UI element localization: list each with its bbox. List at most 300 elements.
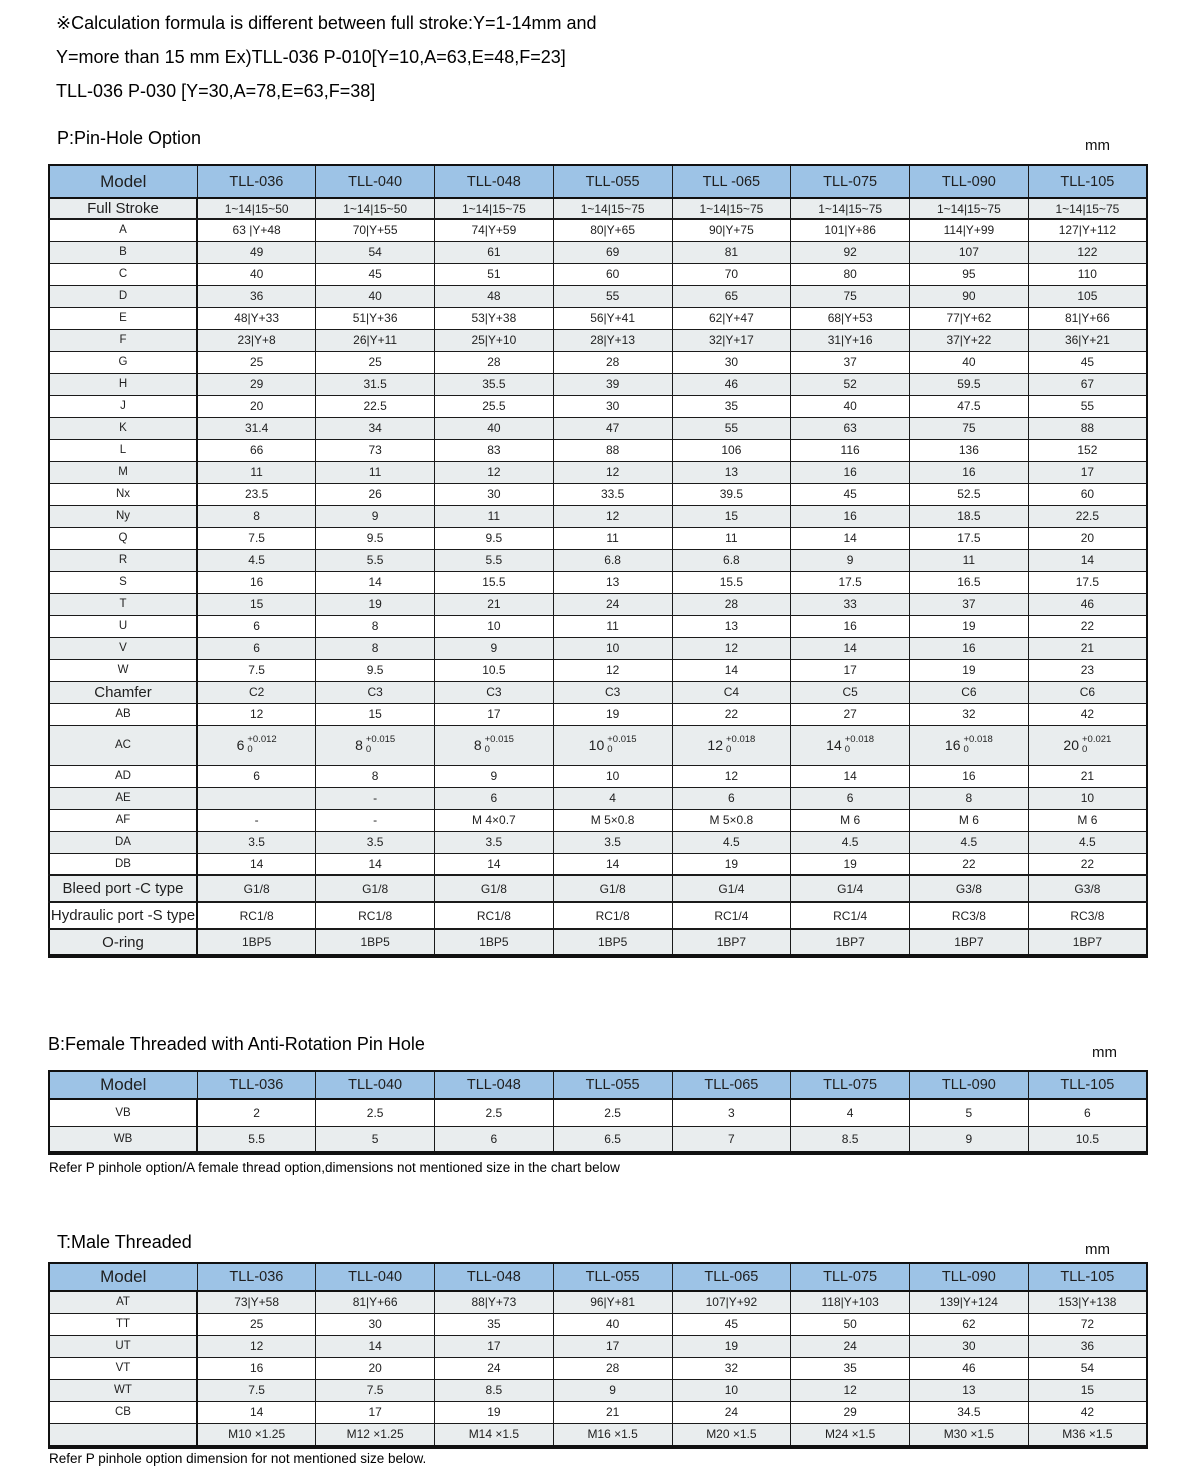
table-row xyxy=(49,241,1147,263)
value-cell: 88 xyxy=(553,439,672,461)
value-cell: 23 xyxy=(1028,659,1147,681)
table-row xyxy=(49,527,1147,549)
tolerance-limits xyxy=(247,735,276,755)
value-cell: 12 xyxy=(553,461,672,483)
row-label: D xyxy=(49,285,197,307)
value-cell: 4.5 xyxy=(791,831,910,853)
tolerance-value xyxy=(316,735,434,755)
male-threaded-note: Refer P pinhole option dimension for not mentioned size below. xyxy=(49,1451,427,1466)
model-header-row xyxy=(49,1071,1147,1099)
value-cell: 8 xyxy=(197,505,316,527)
value-cell: 127|Y+112 xyxy=(1028,219,1147,241)
value-cell: M36 ×1.5 xyxy=(1028,1423,1147,1447)
row-label: E xyxy=(49,307,197,329)
value-cell: 9 xyxy=(910,1126,1029,1153)
model-column-header: TLL-065 xyxy=(672,1263,791,1291)
table-row xyxy=(49,417,1147,439)
value-cell: 2 xyxy=(197,1099,316,1126)
value-cell: 9 xyxy=(316,505,435,527)
row-label: S xyxy=(49,571,197,593)
value-cell: 30 xyxy=(435,483,554,505)
table-row xyxy=(49,681,1147,703)
value-cell: G3/8 xyxy=(1028,875,1147,902)
table-row xyxy=(49,875,1147,902)
value-cell: 14 xyxy=(672,659,791,681)
value-cell: 23.5 xyxy=(197,483,316,505)
value-cell: 15 xyxy=(197,593,316,615)
value-cell: 116 xyxy=(791,439,910,461)
row-label: Full Stroke xyxy=(49,198,197,219)
value-cell: 14 xyxy=(553,853,672,875)
row-label: Q xyxy=(49,527,197,549)
value-cell: 106 xyxy=(672,439,791,461)
value-cell: 40 xyxy=(197,263,316,285)
value-cell xyxy=(910,725,1029,765)
table-row xyxy=(49,351,1147,373)
row-label: DA xyxy=(49,831,197,853)
value-cell: 20 xyxy=(1028,527,1147,549)
value-cell: 136 xyxy=(910,439,1029,461)
value-cell: 4 xyxy=(791,1099,910,1126)
value-cell: 3.5 xyxy=(435,831,554,853)
value-cell: 53|Y+38 xyxy=(435,307,554,329)
value-cell: 107 xyxy=(910,241,1029,263)
value-cell: 12 xyxy=(791,1379,910,1401)
value-cell: 1~14|15~75 xyxy=(1028,198,1147,219)
value-cell: 21 xyxy=(553,1401,672,1423)
row-label: B xyxy=(49,241,197,263)
value-cell: 42 xyxy=(1028,703,1147,725)
value-cell: 68|Y+53 xyxy=(791,307,910,329)
value-cell: 52 xyxy=(791,373,910,395)
value-cell: 11 xyxy=(553,615,672,637)
value-cell: M20 ×1.5 xyxy=(672,1423,791,1447)
calculation-formula-note xyxy=(56,6,597,108)
value-cell: 55 xyxy=(553,285,672,307)
tolerance-limits xyxy=(1082,735,1111,755)
value-cell: 9 xyxy=(435,637,554,659)
value-cell: 47.5 xyxy=(910,395,1029,417)
value-cell xyxy=(553,725,672,765)
row-label: C xyxy=(49,263,197,285)
model-header-row xyxy=(49,165,1147,198)
value-cell: 13 xyxy=(672,461,791,483)
value-cell: 139|Y+124 xyxy=(910,1291,1029,1313)
value-cell: 16 xyxy=(791,505,910,527)
value-cell: 10.5 xyxy=(435,659,554,681)
value-cell: 10 xyxy=(672,1379,791,1401)
value-cell: 12 xyxy=(197,703,316,725)
row-label: UT xyxy=(49,1335,197,1357)
value-cell: 14 xyxy=(791,527,910,549)
value-cell: 35.5 xyxy=(435,373,554,395)
row-label: O-ring xyxy=(49,929,197,956)
value-cell: 40 xyxy=(553,1313,672,1335)
value-cell: 14 xyxy=(197,853,316,875)
value-cell: 80 xyxy=(791,263,910,285)
value-cell: 55 xyxy=(1028,395,1147,417)
table-row xyxy=(49,1357,1147,1379)
value-cell: 1BP7 xyxy=(1028,929,1147,956)
t-table xyxy=(48,1262,1148,1449)
tolerance-upper: +0.015 xyxy=(365,734,396,745)
value-cell: 37 xyxy=(791,351,910,373)
model-column-header: TLL-075 xyxy=(791,165,910,198)
value-cell: 6.8 xyxy=(553,549,672,571)
value-cell: 7.5 xyxy=(197,527,316,549)
table-row xyxy=(49,593,1147,615)
value-cell: 8 xyxy=(316,615,435,637)
tolerance-upper: +0.015 xyxy=(484,734,514,745)
value-cell: 16 xyxy=(197,1357,316,1379)
row-label: M xyxy=(49,461,197,483)
value-cell: RC1/4 xyxy=(791,902,910,929)
value-cell: 45 xyxy=(791,483,910,505)
value-cell: 6 xyxy=(197,765,316,787)
value-cell: 10.5 xyxy=(1028,1126,1147,1153)
table-row xyxy=(49,198,1147,219)
value-cell: 11 xyxy=(553,527,672,549)
model-column-header: TLL-055 xyxy=(553,1263,672,1291)
tolerance-lower: 0 xyxy=(247,744,253,755)
row-label: F xyxy=(49,329,197,351)
value-cell: 3 xyxy=(672,1099,791,1126)
value-cell: M14 ×1.5 xyxy=(435,1423,554,1447)
value-cell: 40 xyxy=(316,285,435,307)
value-cell: 36|Y+21 xyxy=(1028,329,1147,351)
value-cell: 17.5 xyxy=(1028,571,1147,593)
value-cell: - xyxy=(197,809,316,831)
tolerance-limits xyxy=(964,735,993,755)
value-cell: 92 xyxy=(791,241,910,263)
model-header-cell: Model xyxy=(49,1263,197,1291)
value-cell: 118|Y+103 xyxy=(791,1291,910,1313)
row-label: WB xyxy=(49,1126,197,1153)
value-cell: 1BP7 xyxy=(910,929,1029,956)
table-row xyxy=(49,831,1147,853)
value-cell: 60 xyxy=(1028,483,1147,505)
table-row xyxy=(49,615,1147,637)
value-cell: C3 xyxy=(435,681,554,703)
table-row xyxy=(49,505,1147,527)
value-cell: 7.5 xyxy=(316,1379,435,1401)
value-cell: 1BP5 xyxy=(316,929,435,956)
value-cell: 17 xyxy=(553,1335,672,1357)
tolerance-base: 8 xyxy=(473,737,482,753)
value-cell: 52.5 xyxy=(910,483,1029,505)
table-row xyxy=(49,725,1147,765)
model-column-header: TLL-036 xyxy=(197,1263,316,1291)
value-cell: C5 xyxy=(791,681,910,703)
value-cell: 14 xyxy=(791,637,910,659)
value-cell: 26 xyxy=(316,483,435,505)
row-label: DB xyxy=(49,853,197,875)
value-cell: 54 xyxy=(1028,1357,1147,1379)
value-cell: 22 xyxy=(910,853,1029,875)
value-cell: 10 xyxy=(1028,787,1147,809)
tolerance-lower: 0 xyxy=(365,744,372,755)
value-cell: 21 xyxy=(435,593,554,615)
value-cell: 21 xyxy=(1028,765,1147,787)
value-cell: 11 xyxy=(672,527,791,549)
note-line-1: ※Calculation formula is different between full stroke:Y=1-14mm and xyxy=(56,13,597,33)
value-cell: 107|Y+92 xyxy=(672,1291,791,1313)
row-label: AF xyxy=(49,809,197,831)
value-cell: 1~14|15~75 xyxy=(553,198,672,219)
value-cell: 19 xyxy=(910,659,1029,681)
value-cell: 29 xyxy=(791,1401,910,1423)
value-cell: 42 xyxy=(1028,1401,1147,1423)
value-cell: 7.5 xyxy=(197,659,316,681)
female-threaded-table-container xyxy=(48,1070,1148,1155)
value-cell: C2 xyxy=(197,681,316,703)
model-column-header: TLL-075 xyxy=(791,1263,910,1291)
value-cell: 62 xyxy=(910,1313,1029,1335)
value-cell: 50 xyxy=(791,1313,910,1335)
value-cell: M 4×0.7 xyxy=(435,809,554,831)
value-cell: RC1/8 xyxy=(197,902,316,929)
table-row xyxy=(49,809,1147,831)
value-cell: 18.5 xyxy=(910,505,1029,527)
value-cell: 19 xyxy=(910,615,1029,637)
model-header-row xyxy=(49,1263,1147,1291)
value-cell: 6.5 xyxy=(553,1126,672,1153)
value-cell: 16 xyxy=(791,615,910,637)
value-cell: 1BP7 xyxy=(791,929,910,956)
value-cell: G1/4 xyxy=(672,875,791,902)
value-cell: 51 xyxy=(435,263,554,285)
value-cell: 54 xyxy=(316,241,435,263)
value-cell: M10 ×1.25 xyxy=(197,1423,316,1447)
value-cell: 95 xyxy=(910,263,1029,285)
value-cell: 15.5 xyxy=(435,571,554,593)
value-cell: 34.5 xyxy=(910,1401,1029,1423)
value-cell: 12 xyxy=(553,659,672,681)
value-cell: 22 xyxy=(672,703,791,725)
row-label: J xyxy=(49,395,197,417)
model-column-header: TLL-040 xyxy=(316,1071,435,1099)
value-cell: 40 xyxy=(791,395,910,417)
value-cell: 16 xyxy=(197,571,316,593)
value-cell: 11 xyxy=(910,549,1029,571)
value-cell: 22.5 xyxy=(1028,505,1147,527)
row-label: CB xyxy=(49,1401,197,1423)
value-cell: 14 xyxy=(197,1401,316,1423)
tolerance-limits xyxy=(366,735,395,755)
tolerance-base: 12 xyxy=(707,737,723,753)
value-cell: 23|Y+8 xyxy=(197,329,316,351)
value-cell: C3 xyxy=(316,681,435,703)
value-cell: 4.5 xyxy=(1028,831,1147,853)
value-cell: 20 xyxy=(197,395,316,417)
tolerance-upper: +0.018 xyxy=(726,734,756,745)
model-column-header: TLL-105 xyxy=(1028,1263,1147,1291)
value-cell: 30 xyxy=(910,1335,1029,1357)
row-label: Nx xyxy=(49,483,197,505)
row-label: WT xyxy=(49,1379,197,1401)
value-cell: 1BP5 xyxy=(197,929,316,956)
row-label: L xyxy=(49,439,197,461)
value-cell: 81|Y+66 xyxy=(316,1291,435,1313)
row-label: TT xyxy=(49,1313,197,1335)
row-label: T xyxy=(49,593,197,615)
model-column-header: TLL-048 xyxy=(435,165,554,198)
value-cell: 1BP5 xyxy=(553,929,672,956)
model-column-header: TLL-105 xyxy=(1028,165,1147,198)
row-label: Bleed port -C type xyxy=(49,875,197,902)
male-threaded-table-container xyxy=(48,1262,1148,1449)
value-cell: 74|Y+59 xyxy=(435,219,554,241)
value-cell: 37|Y+22 xyxy=(910,329,1029,351)
value-cell: 36 xyxy=(1028,1335,1147,1357)
value-cell: 8 xyxy=(910,787,1029,809)
value-cell: 19 xyxy=(672,853,791,875)
value-cell: - xyxy=(316,809,435,831)
value-cell: 77|Y+62 xyxy=(910,307,1029,329)
value-cell: C6 xyxy=(910,681,1029,703)
value-cell: 75 xyxy=(791,285,910,307)
value-cell: 62|Y+47 xyxy=(672,307,791,329)
value-cell: M30 ×1.5 xyxy=(910,1423,1029,1447)
value-cell xyxy=(197,787,316,809)
note-line-3: TLL-036 P-030 [Y=30,A=78,E=63,F=38] xyxy=(56,81,376,101)
note-line-2: Y=more than 15 mm Ex)TLL-036 P-010[Y=10,A=63,E=48,F=23] xyxy=(56,47,566,67)
value-cell: 8.5 xyxy=(435,1379,554,1401)
value-cell: G1/8 xyxy=(197,875,316,902)
model-column-header: TLL-055 xyxy=(553,1071,672,1099)
value-cell: 1~14|15~75 xyxy=(910,198,1029,219)
row-label: AB xyxy=(49,703,197,725)
value-cell: G1/8 xyxy=(553,875,672,902)
value-cell: 4.5 xyxy=(910,831,1029,853)
row-label: U xyxy=(49,615,197,637)
p-table xyxy=(48,164,1148,958)
tolerance-lower: 0 xyxy=(1082,744,1088,755)
value-cell: 49 xyxy=(197,241,316,263)
tolerance-base: 16 xyxy=(944,737,961,753)
value-cell: C4 xyxy=(672,681,791,703)
value-cell xyxy=(316,725,435,765)
value-cell: M 5×0.8 xyxy=(553,809,672,831)
value-cell: 153|Y+138 xyxy=(1028,1291,1147,1313)
tolerance-value xyxy=(554,735,672,755)
table-row xyxy=(49,1126,1147,1153)
value-cell: 29 xyxy=(197,373,316,395)
value-cell: 17 xyxy=(435,1335,554,1357)
value-cell: 16 xyxy=(910,637,1029,659)
value-cell: 15 xyxy=(1028,1379,1147,1401)
value-cell: 73 xyxy=(316,439,435,461)
value-cell: 13 xyxy=(672,615,791,637)
value-cell: 6 xyxy=(435,1126,554,1153)
tolerance-base: 8 xyxy=(355,737,363,753)
value-cell: 34 xyxy=(316,417,435,439)
tolerance-limits xyxy=(726,735,755,755)
value-cell: 30 xyxy=(553,395,672,417)
value-cell: 110 xyxy=(1028,263,1147,285)
value-cell: 32 xyxy=(672,1357,791,1379)
model-column-header: TLL-090 xyxy=(910,165,1029,198)
tolerance-upper: +0.012 xyxy=(247,734,277,745)
value-cell: 12 xyxy=(553,505,672,527)
tolerance-value xyxy=(1029,735,1146,755)
value-cell: 6.8 xyxy=(672,549,791,571)
tolerance-upper: +0.018 xyxy=(963,734,993,745)
value-cell: 5 xyxy=(316,1126,435,1153)
value-cell: 13 xyxy=(910,1379,1029,1401)
value-cell: 51|Y+36 xyxy=(316,307,435,329)
value-cell: 25 xyxy=(316,351,435,373)
model-column-header: TLL-090 xyxy=(910,1263,1029,1291)
value-cell: 6 xyxy=(197,637,316,659)
tolerance-lower: 0 xyxy=(607,744,613,755)
value-cell: G1/8 xyxy=(435,875,554,902)
value-cell: 1~14|15~75 xyxy=(435,198,554,219)
model-header-cell: Model xyxy=(49,165,197,198)
value-cell: 70 xyxy=(672,263,791,285)
row-label: AC xyxy=(49,725,197,765)
value-cell: 80|Y+65 xyxy=(553,219,672,241)
male-threaded-section-title: T:Male Threaded xyxy=(57,1232,192,1252)
value-cell: G1/8 xyxy=(316,875,435,902)
value-cell: 12 xyxy=(672,637,791,659)
value-cell: 2.5 xyxy=(553,1099,672,1126)
value-cell: 3.5 xyxy=(197,831,316,853)
tolerance-value xyxy=(910,735,1028,755)
value-cell: 2.5 xyxy=(435,1099,554,1126)
value-cell: 17 xyxy=(316,1401,435,1423)
row-label: R xyxy=(49,549,197,571)
value-cell: 27 xyxy=(791,703,910,725)
value-cell: 105 xyxy=(1028,285,1147,307)
value-cell: 6 xyxy=(791,787,910,809)
value-cell: 25.5 xyxy=(435,395,554,417)
table-row xyxy=(49,765,1147,787)
value-cell: 45 xyxy=(672,1313,791,1335)
value-cell: 14 xyxy=(1028,549,1147,571)
value-cell: M 6 xyxy=(791,809,910,831)
value-cell: 48 xyxy=(435,285,554,307)
female-threaded-section-title: B:Female Threaded with Anti-Rotation Pin Hole xyxy=(48,1034,425,1054)
value-cell: 25|Y+10 xyxy=(435,329,554,351)
table-row xyxy=(49,439,1147,461)
table-row xyxy=(49,373,1147,395)
model-column-header: TLL-105 xyxy=(1028,1071,1147,1099)
model-column-header: TLL-055 xyxy=(553,165,672,198)
value-cell xyxy=(197,725,316,765)
tolerance-lower: 0 xyxy=(963,744,969,755)
value-cell: 31|Y+16 xyxy=(791,329,910,351)
value-cell: 19 xyxy=(316,593,435,615)
tolerance-lower: 0 xyxy=(844,744,851,755)
row-label: AE xyxy=(49,787,197,809)
table-row xyxy=(49,285,1147,307)
value-cell: 24 xyxy=(553,593,672,615)
tolerance-limits xyxy=(607,735,636,755)
table-row xyxy=(49,1291,1147,1313)
value-cell: 9.5 xyxy=(316,659,435,681)
value-cell: 28|Y+13 xyxy=(553,329,672,351)
tolerance-lower: 0 xyxy=(726,744,732,755)
value-cell: 6 xyxy=(197,615,316,637)
value-cell: 24 xyxy=(791,1335,910,1357)
female-threaded-note: Refer P pinhole option/A female thread option,dimensions not mentioned size in the chart below xyxy=(49,1160,620,1175)
table-row xyxy=(49,219,1147,241)
table-row xyxy=(49,1379,1147,1401)
value-cell: 81 xyxy=(672,241,791,263)
value-cell: 45 xyxy=(1028,351,1147,373)
tolerance-upper: +0.021 xyxy=(1082,734,1112,745)
